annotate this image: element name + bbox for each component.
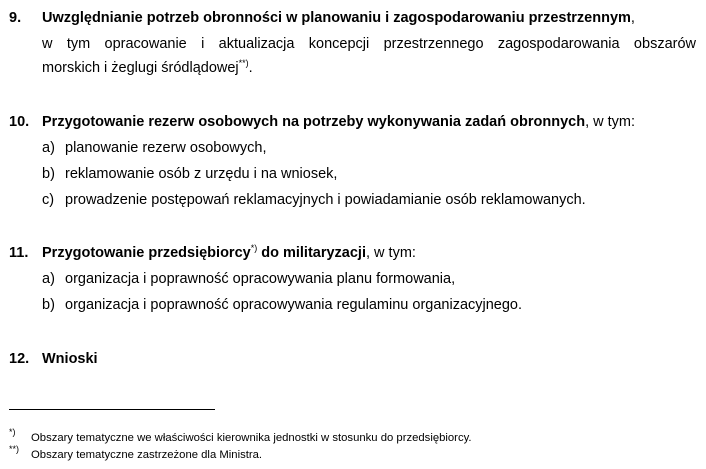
section-11-heading bbox=[42, 245, 416, 261]
list-item bbox=[42, 166, 337, 182]
continuation-text: morskich i żeglugi śródlądowej bbox=[42, 60, 239, 76]
section-title: Przygotowanie rezerw osobowych na potrzeby wykonywania zadań obronnych bbox=[42, 114, 586, 130]
list-item bbox=[42, 271, 455, 287]
footnote-text: Obszary tematyczne we właściwości kierownika jednostki w stosunku do przedsiębiorcy. bbox=[31, 432, 472, 444]
list-item-label: c) bbox=[42, 192, 55, 208]
footnote-marker: *) bbox=[250, 243, 258, 254]
footnote-marker: *) bbox=[9, 427, 16, 437]
section-title: Uwzględnianie potrzeb obronności w planowaniu i zagospodarowaniu przestrzennym bbox=[42, 10, 631, 26]
list-item-text: prowadzenie postępowań reklamacyjnych i powiadamianie osób reklamowanych. bbox=[65, 192, 586, 208]
title-suffix: , w tym: bbox=[366, 245, 416, 261]
section-10-heading bbox=[42, 114, 635, 130]
section-number: 12. bbox=[9, 351, 30, 367]
list-item-label: a) bbox=[42, 271, 55, 287]
footnote-marker: **) bbox=[238, 58, 249, 69]
list-item-label: b) bbox=[42, 297, 55, 313]
list-item bbox=[42, 297, 522, 313]
list-item bbox=[42, 140, 267, 156]
list-item-label: b) bbox=[42, 166, 55, 182]
list-item-text: reklamowanie osób z urzędu i na wniosek, bbox=[65, 166, 338, 182]
section-number: 9. bbox=[9, 10, 22, 26]
section-9-continuation-end bbox=[42, 60, 253, 76]
title-suffix: , w tym: bbox=[585, 114, 636, 130]
section-number: 10. bbox=[9, 114, 30, 130]
title-suffix: , bbox=[630, 10, 635, 26]
section-number: 11. bbox=[9, 245, 29, 261]
section-9-continuation: w tym opracowanie i aktualizacja koncepcji przestrzennego zagospodarowania obszarów bbox=[42, 36, 696, 52]
list-item-text: organizacja i poprawność opracowywania planu formowania, bbox=[65, 271, 456, 287]
section-9-heading bbox=[42, 10, 696, 26]
section-title: Wnioski bbox=[42, 351, 98, 367]
footnote-marker: **) bbox=[9, 444, 20, 454]
continuation-period: . bbox=[248, 60, 253, 76]
list-item bbox=[42, 192, 586, 208]
list-item-text: planowanie rezerw osobowych, bbox=[65, 140, 267, 156]
footnote-separator bbox=[9, 409, 215, 410]
list-item-text: organizacja i poprawność opracowywania regulaminu organizacyjnego. bbox=[65, 297, 523, 313]
footnote-text: Obszary tematyczne zastrzeżone dla Ministra. bbox=[31, 449, 263, 461]
list-item-label: a) bbox=[42, 140, 55, 156]
section-title: Przygotowanie przedsiębiorcy bbox=[42, 245, 251, 261]
section-title-cont: do militaryzacji bbox=[257, 245, 366, 261]
